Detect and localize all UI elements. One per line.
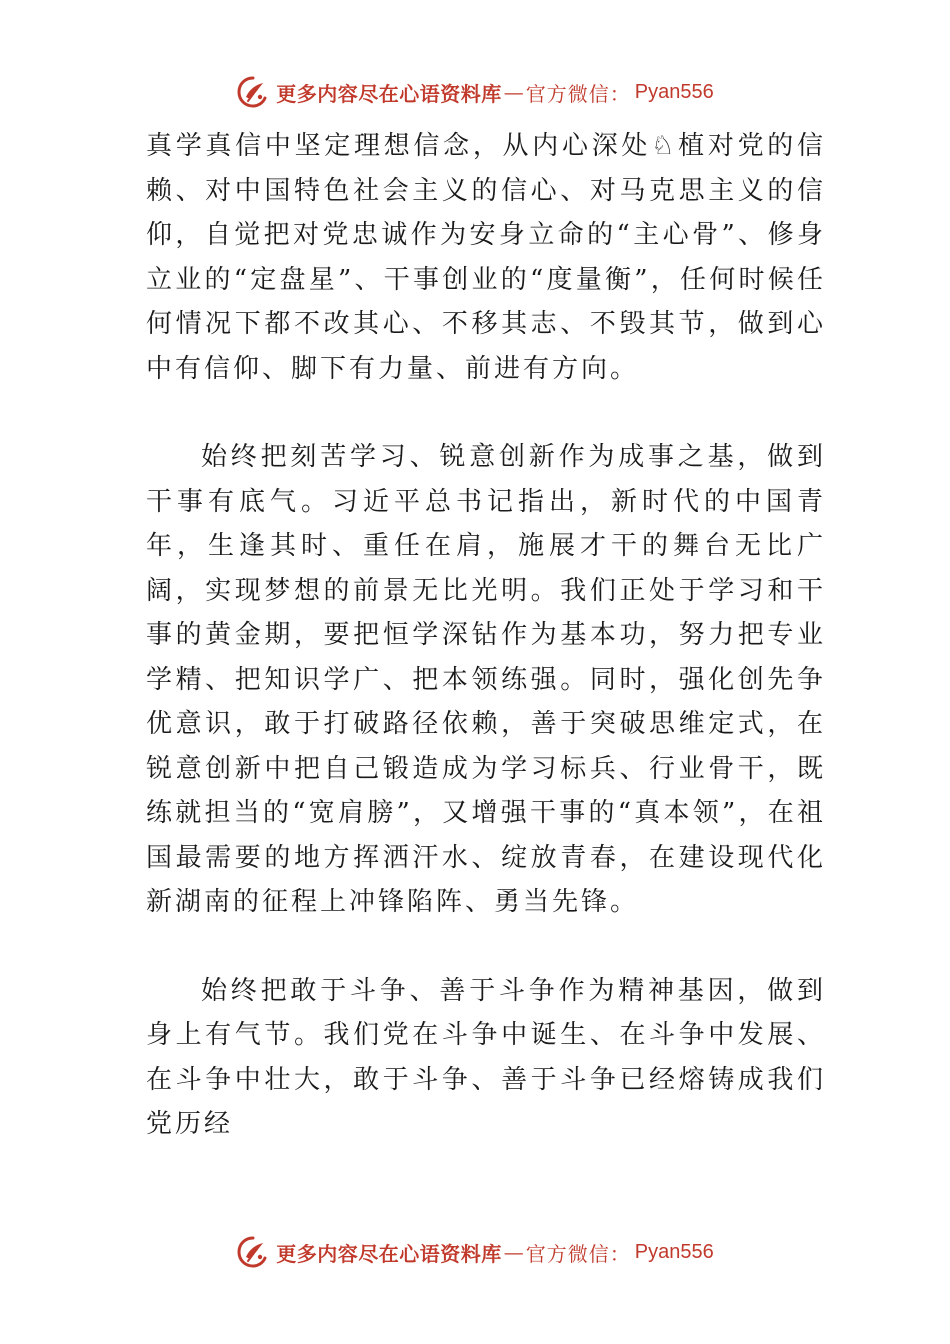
- header-dash: —: [503, 80, 524, 104]
- footer-banner: [0, 1232, 950, 1272]
- brush-circle-logo-icon: [236, 75, 270, 109]
- paragraph-3: 始终把敢于斗争、善于斗争作为精神基因，做到身上有气节。我们党在斗争中诞生、在斗争中发展、在斗争中壮大，敢于斗争、善于斗争已经熔铸成我们党历经: [146, 975, 826, 1139]
- header-promo-text: 更多内容尽在心语资料库: [276, 81, 502, 106]
- document-body: [146, 124, 826, 1147]
- footer-wechat-label: 官方微信：: [525, 1241, 631, 1266]
- header-wechat-label: 官方微信：: [525, 81, 631, 106]
- footer-dash: —: [503, 1240, 524, 1264]
- footer-wechat-id: Pyan556: [634, 1240, 714, 1263]
- header-wechat-id: Pyan556: [634, 80, 714, 103]
- header-banner: [0, 72, 950, 112]
- brush-circle-logo-icon: [236, 1235, 270, 1269]
- paragraph-2: 始终把刻苦学习、锐意创新作为成事之基，做到干事有底气。习近平总书记指出，新时代的中国青年，生逢其时、重任在肩，施展才干的舞台无比广阔，实现梦想的前景无比光明。我们正处于学习和干事的黄金期，要把恒学深钻作为基本功，努力把专业学精、把知识学广、把本领练强。同时，强化创先争优意识，敢于打破路径依赖，善于突破思维定式，在锐意创新中把自己锻造成为学习标兵、行业骨干，既练就担当的“宽肩膀”，又增强干事的“真本领”，在祖国最需要的地方挥洒汗水、绽放青春，在建设现代化新湖南的征程上冲锋陷阵、勇当先锋。: [146, 442, 826, 917]
- footer-promo-text: 更多内容尽在心语资料库: [276, 1241, 502, 1266]
- paragraph-1: 真学真信中坚定理想信念，从内心深处♘植对党的信赖、对中国特色社会主义的信心、对马克思主义的信仰，自觉把对党忠诚作为安身立命的“主心骨”、修身立业的“定盘星”、干事创业的“度量衡”，任何时候任何情况下都不改其心、不移其志、不毁其节，做到心中有信仰、脚下有力量、前进有方向。: [146, 131, 826, 384]
